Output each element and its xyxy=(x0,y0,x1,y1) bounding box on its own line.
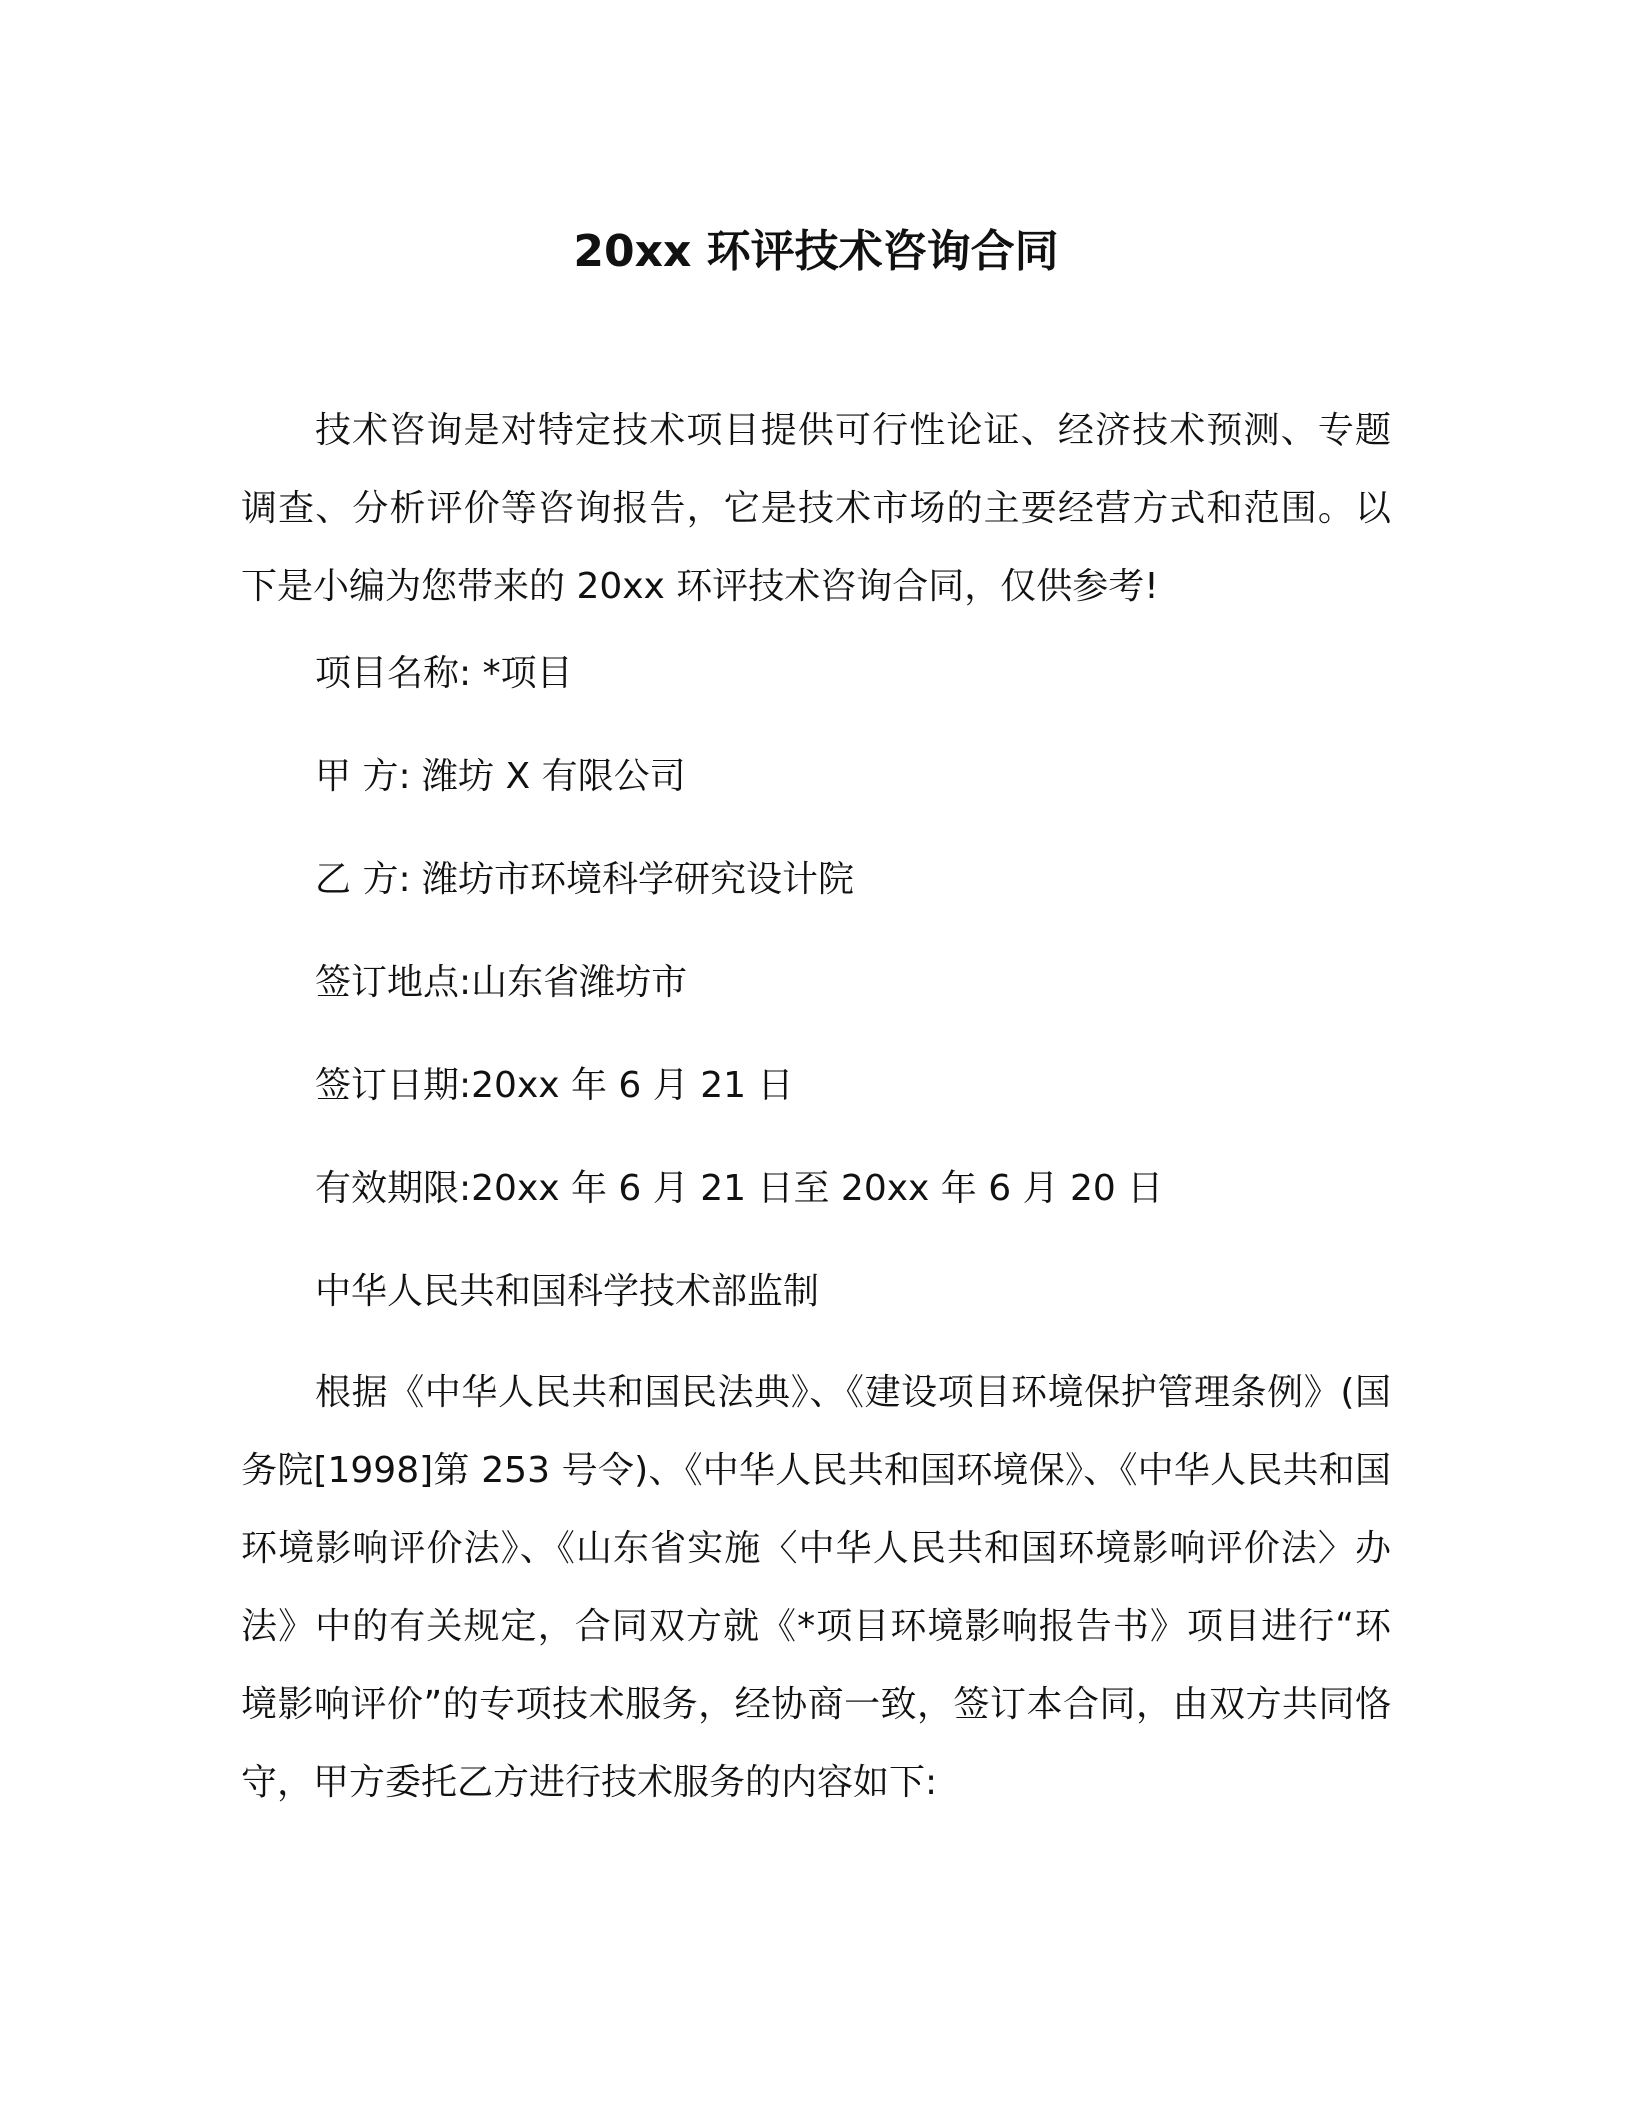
field-validity-period: 有效期限:20xx 年 6 月 21 日至 20xx 年 6 月 20 日 xyxy=(315,1168,1164,1209)
field-project-name: 项目名称: *项目 xyxy=(315,653,573,694)
document-title: 20xx 环评技术咨询合同 xyxy=(573,226,1059,277)
field-signing-date: 签订日期:20xx 年 6 月 21 日 xyxy=(315,1065,794,1106)
field-supervisor: 中华人民共和国科学技术部监制 xyxy=(315,1271,820,1312)
body-paragraph: 根据《中华人民共和国民法典》、《建设项目环境保护管理条例》(国务院[1998]第 253 号令)、《中华人民共和国环境保》、《中华人民共和国环境影响评价法》、《山东省实施〈中华人民共和国环境影响评价法〉办法》中的有关规定，合同双方就《*项目环境影响报告书》项目进行“环境影响评价”的专项技术服务，经协商一致，签订本合同，由双方共同恪守，甲方委托乙方进行技术服务的内容如下: xyxy=(241,1372,1391,1803)
field-party-a: 甲 方: 潍坊 X 有限公司 xyxy=(315,756,686,797)
field-signing-place: 签订地点:山东省潍坊市 xyxy=(315,962,688,1003)
field-party-b: 乙 方: 潍坊市环境科学研究设计院 xyxy=(315,859,855,900)
intro-paragraph: 技术咨询是对特定技术项目提供可行性论证、经济技术预测、专题调查、分析评价等咨询报告，它是技术市场的主要经营方式和范围。以下是小编为您带来的 20xx 环评技术咨询合同，仅供参考! xyxy=(241,410,1391,607)
